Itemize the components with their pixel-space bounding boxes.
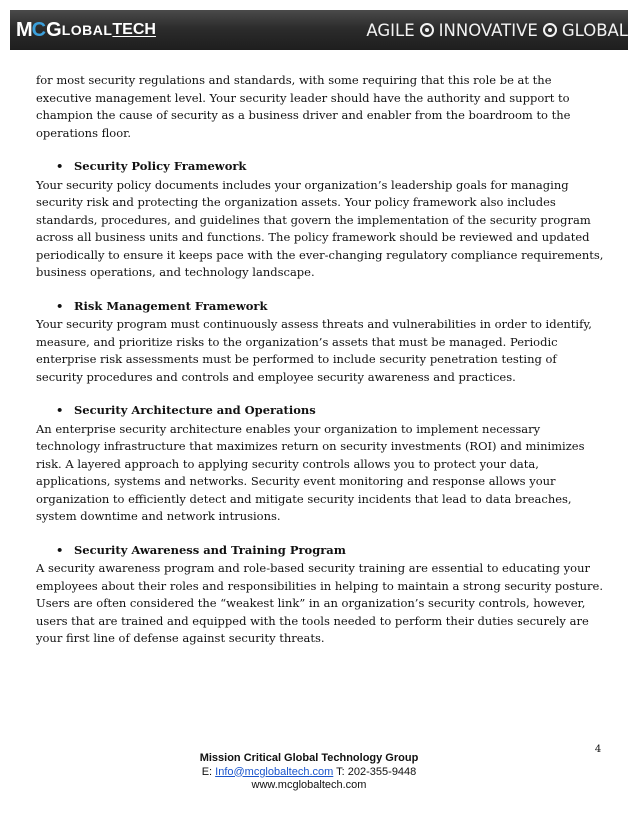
section-heading-text: Security Awareness and Training Program xyxy=(74,542,346,557)
logo-letter-c: C xyxy=(31,18,47,41)
logo-letter-m: M xyxy=(16,18,32,41)
section-heading xyxy=(36,298,604,316)
section-paragraph: A security awareness program and role-based security training are essential to educating your employees about their roles and responsibilities in helping to maintain a strong security posture. Users are often considered the “weakest link” in an organization’s security controls, however, users that are trained and equipped with the tools needed to perform their duties securely are your first line of defense against security threats. xyxy=(36,561,604,645)
logo-word-tech: TECH xyxy=(112,21,156,38)
section-heading xyxy=(36,158,604,176)
section-heading xyxy=(36,542,604,560)
intro-paragraph: for most security regulations and standards, with some requiring that this role be at the executive management level. Your security leader should have the authority and support to champion the cause of security as a business driver and enabler from the boardroom to the operations floor. xyxy=(36,73,571,140)
footer-email-prefix: E: xyxy=(201,765,216,778)
document-body xyxy=(36,72,604,648)
circle-bullet-icon xyxy=(543,23,557,37)
footer-contact xyxy=(150,766,468,780)
footer-phone: T: 202-355-9448 xyxy=(333,765,417,778)
footer-email-link[interactable]: Info@mcglobaltech.com xyxy=(215,765,334,778)
footer-organization: Mission Critical Global Technology Group xyxy=(199,752,419,764)
tagline-global: GLOBAL xyxy=(561,20,628,40)
company-logo xyxy=(16,17,156,43)
tagline xyxy=(366,16,628,44)
tagline-agile: AGILE xyxy=(366,20,415,40)
logo-word-lobal: LOBAL xyxy=(61,22,113,38)
tagline-innovative: INNOVATIVE xyxy=(438,20,538,40)
section-heading-text: Risk Management Framework xyxy=(74,298,268,313)
section-heading-text: Security Architecture and Operations xyxy=(74,403,316,417)
logo-letter-g: G xyxy=(46,18,62,41)
section-paragraph: Your security program must continuously assess threats and vulnerabilities in order to identify, measure, and prioritize risks to the organization’s assets that must be managed. Periodic enterprise risk assessments must be performed to include security penetration testing of security procedures and controls and employee security awareness and practices. xyxy=(36,317,592,384)
footer-website: www.mcglobaltech.com xyxy=(251,779,367,791)
circle-bullet-icon xyxy=(420,23,434,37)
page-number: 4 xyxy=(594,744,602,755)
header-banner xyxy=(10,10,628,50)
section-paragraph: Your security policy documents includes your organization’s leadership goals for managing security risk and protecting the organization assets. Your policy framework also includes standards, procedures, and guidelines that govern the implementation of the security program across all business units and functions. The policy framework should be reviewed and updated periodically to ensure it keeps pace with the ever-changing regulatory compliance requirements, business operations, and technology landscape. xyxy=(36,177,604,279)
section-heading xyxy=(36,402,604,420)
footer xyxy=(150,752,468,793)
section-heading-text: Security Policy Framework xyxy=(74,159,247,173)
section-paragraph: An enterprise security architecture enables your organization to implement necessary technology infrastructure that maximizes return on security investments (ROI) and minimizes risk. A layered approach to applying security controls allows you to protect your data, applications, systems and networks. Security event monitoring and response allows your organization to efficiently detect and mitigate security incidents that lead to data breaches, system downtime and network intrusions. xyxy=(36,421,585,523)
